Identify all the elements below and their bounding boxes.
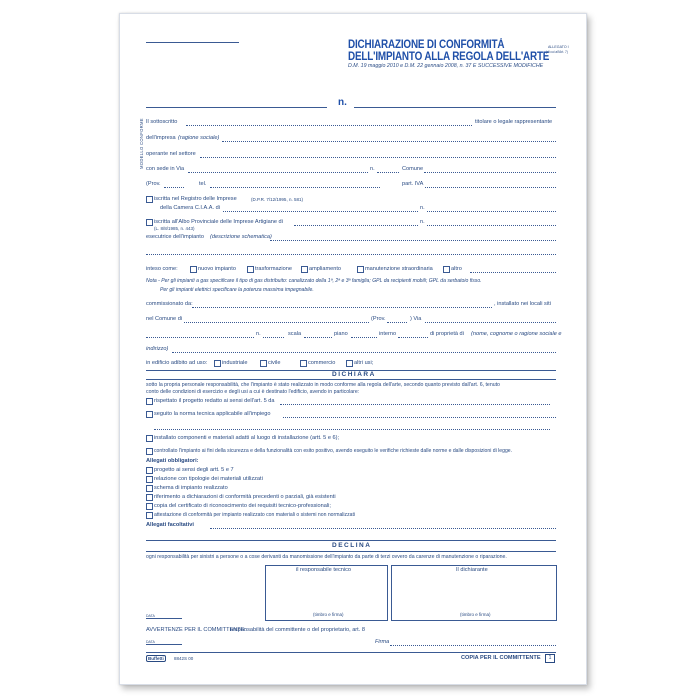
label-via: ) Via (410, 316, 422, 322)
label-dichiarante: Il dichiarante (456, 567, 488, 573)
ref-albo: (L. 8/8/1985, n. 443) (154, 226, 195, 231)
label-proprieta: di proprietà di (430, 331, 464, 337)
allegato-ref: (di cui all'Art. 7) (546, 50, 568, 54)
field-n-camera[interactable] (427, 211, 556, 212)
field-camera[interactable] (223, 211, 418, 212)
nota-gas: Nota - Per gli impianti a gas specificare il tipo di gas distribuito: canalizzato della 1ª, 2ª e 3ª famiglia; GPL da recipienti mobili; GPL da serbatoio fisso. (146, 278, 482, 284)
note-proprieta: (nome, cognome o ragione sociale e (471, 331, 562, 337)
field-via[interactable] (188, 172, 368, 173)
field-n-albo[interactable] (427, 225, 556, 226)
dichiara-text2: conto delle condizioni di esercizio e degli usi a cui è destinato l'edificio, avendo in particolare: (146, 389, 360, 395)
field-norma[interactable] (283, 417, 556, 418)
allegato-5: copia del certificato di riconoscimento dei requisiti tecnico-professionali; (154, 503, 331, 509)
field-scala[interactable] (304, 337, 332, 338)
field-esecutrice-2[interactable] (146, 254, 556, 255)
checkbox-allegato-6[interactable] (146, 512, 153, 519)
footer-copy: COPIA PER IL COMMITTENTE (461, 655, 541, 661)
label-installato: , installato nei locali siti (494, 301, 551, 307)
side-label: MODELLO CONFORME (139, 118, 144, 169)
checkbox-albo[interactable] (146, 219, 153, 226)
label-iva: part. IVA (402, 181, 424, 187)
field-impresa[interactable] (222, 141, 556, 142)
subtitle: D.M. 19 maggio 2010 e D.M. 22 gennaio 2008, n. 37 E SUCCESSIVE MODIFICHE (348, 63, 544, 69)
nota-elettrici: Per gli impianti elettrici specificare la potenza massima impegnabile. (160, 287, 314, 293)
field-prov2[interactable] (387, 322, 407, 323)
field-altro[interactable] (470, 272, 556, 273)
checkbox-civile[interactable] (260, 360, 267, 367)
checkbox-installato[interactable] (146, 435, 153, 442)
field-n2[interactable] (263, 337, 284, 338)
data-label: DATA (146, 614, 155, 618)
label-interno: interno (379, 331, 397, 337)
facoltativi-label: Allegati facoltativi (146, 522, 194, 528)
title-line1: DICHIARAZIONE DI CONFORMITÀ (348, 39, 505, 51)
field-iva[interactable] (425, 187, 556, 188)
checkbox-progetto[interactable] (146, 398, 153, 405)
uso-industriale: industriale (222, 360, 248, 366)
title-line2: DELL'IMPIANTO ALLA REGOLA DELL'ARTE (348, 51, 550, 63)
avvertenze-text: responsabilità del committente o del proprietario, art. 8 (230, 627, 365, 633)
label-comune: Comune (402, 166, 424, 172)
field-facoltativi[interactable] (210, 528, 556, 529)
ref-registro: (D.P.R. 7/12/1995, n. 581) (251, 197, 303, 202)
label-commissionato: commissionato da: (146, 301, 193, 307)
checkbox-controllato[interactable] (146, 448, 153, 455)
uso-civile: civile (268, 360, 281, 366)
brand-logo: Buffetti (148, 656, 164, 661)
checkbox-altri-usi[interactable] (346, 360, 353, 367)
label-n-camera: n. (420, 205, 425, 211)
number-line[interactable] (354, 107, 556, 108)
dichiara-item-1: rispettato il progetto redatto ai sensi dell'art. 5 da (154, 398, 275, 404)
checkbox-registro[interactable] (146, 196, 153, 203)
dichiara-text1: sotto la propria personale responsabilità, che l'impianto è stato realizzato in modo conforme alla regola dell'arte, secondo quanto previsto dall'art. 6, tenuto (146, 382, 500, 388)
footer-rule (146, 652, 556, 653)
header-line-2 (146, 107, 327, 108)
data-label-2: DATA (146, 640, 155, 644)
opt-manutenzione: manutenzione straordinaria (365, 266, 433, 272)
field-settore[interactable] (200, 157, 556, 158)
checkbox-allegato-3[interactable] (146, 485, 153, 492)
field-data[interactable] (146, 618, 182, 619)
label-edificio: in edificio adibito ad uso: (146, 360, 208, 366)
label-scala: scala (288, 331, 302, 337)
field-norma-2[interactable] (154, 429, 550, 430)
checkbox-nuovo[interactable] (190, 266, 197, 273)
field-firma[interactable] (390, 645, 556, 646)
declina-heading: DECLINA (332, 542, 372, 549)
label-piano: piano (334, 331, 348, 337)
field-prov[interactable] (164, 187, 184, 188)
checkbox-allegato-5[interactable] (146, 503, 153, 510)
label-n: n. (370, 166, 375, 172)
label-n2: n. (256, 331, 261, 337)
opt-altro: altro (451, 266, 462, 272)
checkbox-allegato-1[interactable] (146, 467, 153, 474)
dichiara-item-4: controllato l'impianto ai fini della sicurezza e della funzionalità con esito positivo, avendo eseguito le verifiche richieste dalle norme e dalle disposizioni di legge. (154, 448, 513, 454)
dichiara-heading: DICHIARA (332, 371, 376, 378)
label-camera: della Camera C.I.A.A. di (160, 205, 221, 211)
declina-rule-top (146, 540, 556, 541)
label-registro: iscritta nel Registro delle Imprese (154, 196, 237, 202)
dichiara-rule-bottom (146, 379, 556, 380)
opt-trasformazione: trasformazione (255, 266, 292, 272)
label-comune-di: nel Comune di (146, 316, 183, 322)
note-impresa: (ragione sociale) (178, 135, 220, 141)
field-commissionato[interactable] (192, 307, 492, 308)
label-resp-tecnico: il responsabile tecnico (296, 567, 352, 573)
label-esecutrice: esecutrice dell'impianto (146, 234, 204, 240)
checkbox-commercio[interactable] (300, 360, 307, 367)
field-albo[interactable] (294, 225, 418, 226)
checkbox-manutenzione[interactable] (357, 266, 364, 273)
note-esecutrice: (descrizione schematica) (210, 234, 272, 240)
label-impresa: dell'impresa (146, 135, 176, 141)
label-sottoscritto: Il sottoscritto (146, 119, 178, 125)
opt-ampliamento: ampliamento (309, 266, 342, 272)
field-comune-di[interactable] (184, 322, 369, 323)
declina-text: ogni responsabilità per sinistri a persone o a cose derivanti da manomissione dell'impianto da parte di terzi ovvero da carenze di manutenzione o riparazione. (146, 554, 507, 560)
checkbox-allegato-4[interactable] (146, 494, 153, 501)
field-numero[interactable] (377, 172, 399, 173)
field-sottoscritto[interactable] (186, 125, 472, 126)
label-inteso: inteso come: (146, 266, 178, 272)
label-prov2: (Prov. (371, 316, 386, 322)
dichiara-item-3: installato componenti e materiali adatti al luogo di installazione (artt. 5 e 6); (154, 435, 340, 441)
label-settore: operante nel settore (146, 151, 196, 157)
field-esecutrice[interactable] (270, 240, 556, 241)
field-indirizzo[interactable] (172, 352, 556, 353)
field-tel[interactable] (210, 187, 380, 188)
dichiara-item-2: seguito la norma tecnica applicabile all'impiego (154, 411, 271, 417)
field-progetto[interactable] (280, 404, 550, 405)
header-line (146, 42, 239, 43)
allegato-6: attestazione di conformità per impianto realizzato con materiali o sistemi non normalizzati (154, 512, 356, 518)
label-tel: tel. (199, 181, 207, 187)
checkbox-industriale[interactable] (214, 360, 221, 367)
label-albo: iscritta all'Albo Provinciale delle Imprese Artigiane di (154, 219, 283, 225)
field-comune[interactable] (424, 172, 556, 173)
checkbox-allegato-2[interactable] (146, 476, 153, 483)
label-prov: (Prov. (146, 181, 161, 187)
uso-commercio: commercio (308, 360, 336, 366)
checkbox-trasformazione[interactable] (247, 266, 254, 273)
allegato-2: relazione con tipologie dei materiali utilizzati (154, 476, 263, 482)
field-piano[interactable] (351, 337, 377, 338)
note-indirizzo: indirizzo) (146, 346, 169, 352)
uso-altri: altri usi; (354, 360, 374, 366)
checkbox-altro[interactable] (443, 266, 450, 273)
label-n-albo: n. (420, 219, 425, 225)
field-interno[interactable] (398, 337, 428, 338)
firma-label: Firma (375, 639, 390, 645)
allegato-3: schema di impianto realizzato (154, 485, 228, 491)
avvertenze-label: AVVERTENZE PER IL COMMITTENTE: (146, 627, 246, 633)
field-via2[interactable] (425, 322, 556, 323)
declina-rule-bottom (146, 551, 556, 552)
field-data-2[interactable] (146, 644, 182, 645)
form-sheet (119, 13, 587, 685)
checkbox-ampliamento[interactable] (301, 266, 308, 273)
label-titolare: titolare o legale rappresentante (475, 119, 553, 125)
timbro-1: (timbro e firma) (313, 612, 344, 617)
field-via2-cont[interactable] (146, 337, 254, 338)
page-number: 1 (545, 654, 555, 663)
allegati-heading: Allegati obbligatori: (146, 458, 199, 464)
allegato-1: progetto ai sensi degli artt. 5 e 7 (154, 467, 234, 473)
checkbox-norma[interactable] (146, 411, 153, 418)
number-label: n. (338, 97, 347, 108)
allegato-4: riferimento a dichiarazioni di conformità precedenti o parziali, già esistenti (154, 494, 336, 500)
footer-code: 8842S 00 (174, 656, 194, 661)
label-sede: con sede in Via (146, 166, 185, 172)
allegato-label: ALLEGATO I (548, 45, 569, 49)
opt-nuovo: nuovo impianto (198, 266, 236, 272)
timbro-2: (timbro e firma) (460, 612, 491, 617)
